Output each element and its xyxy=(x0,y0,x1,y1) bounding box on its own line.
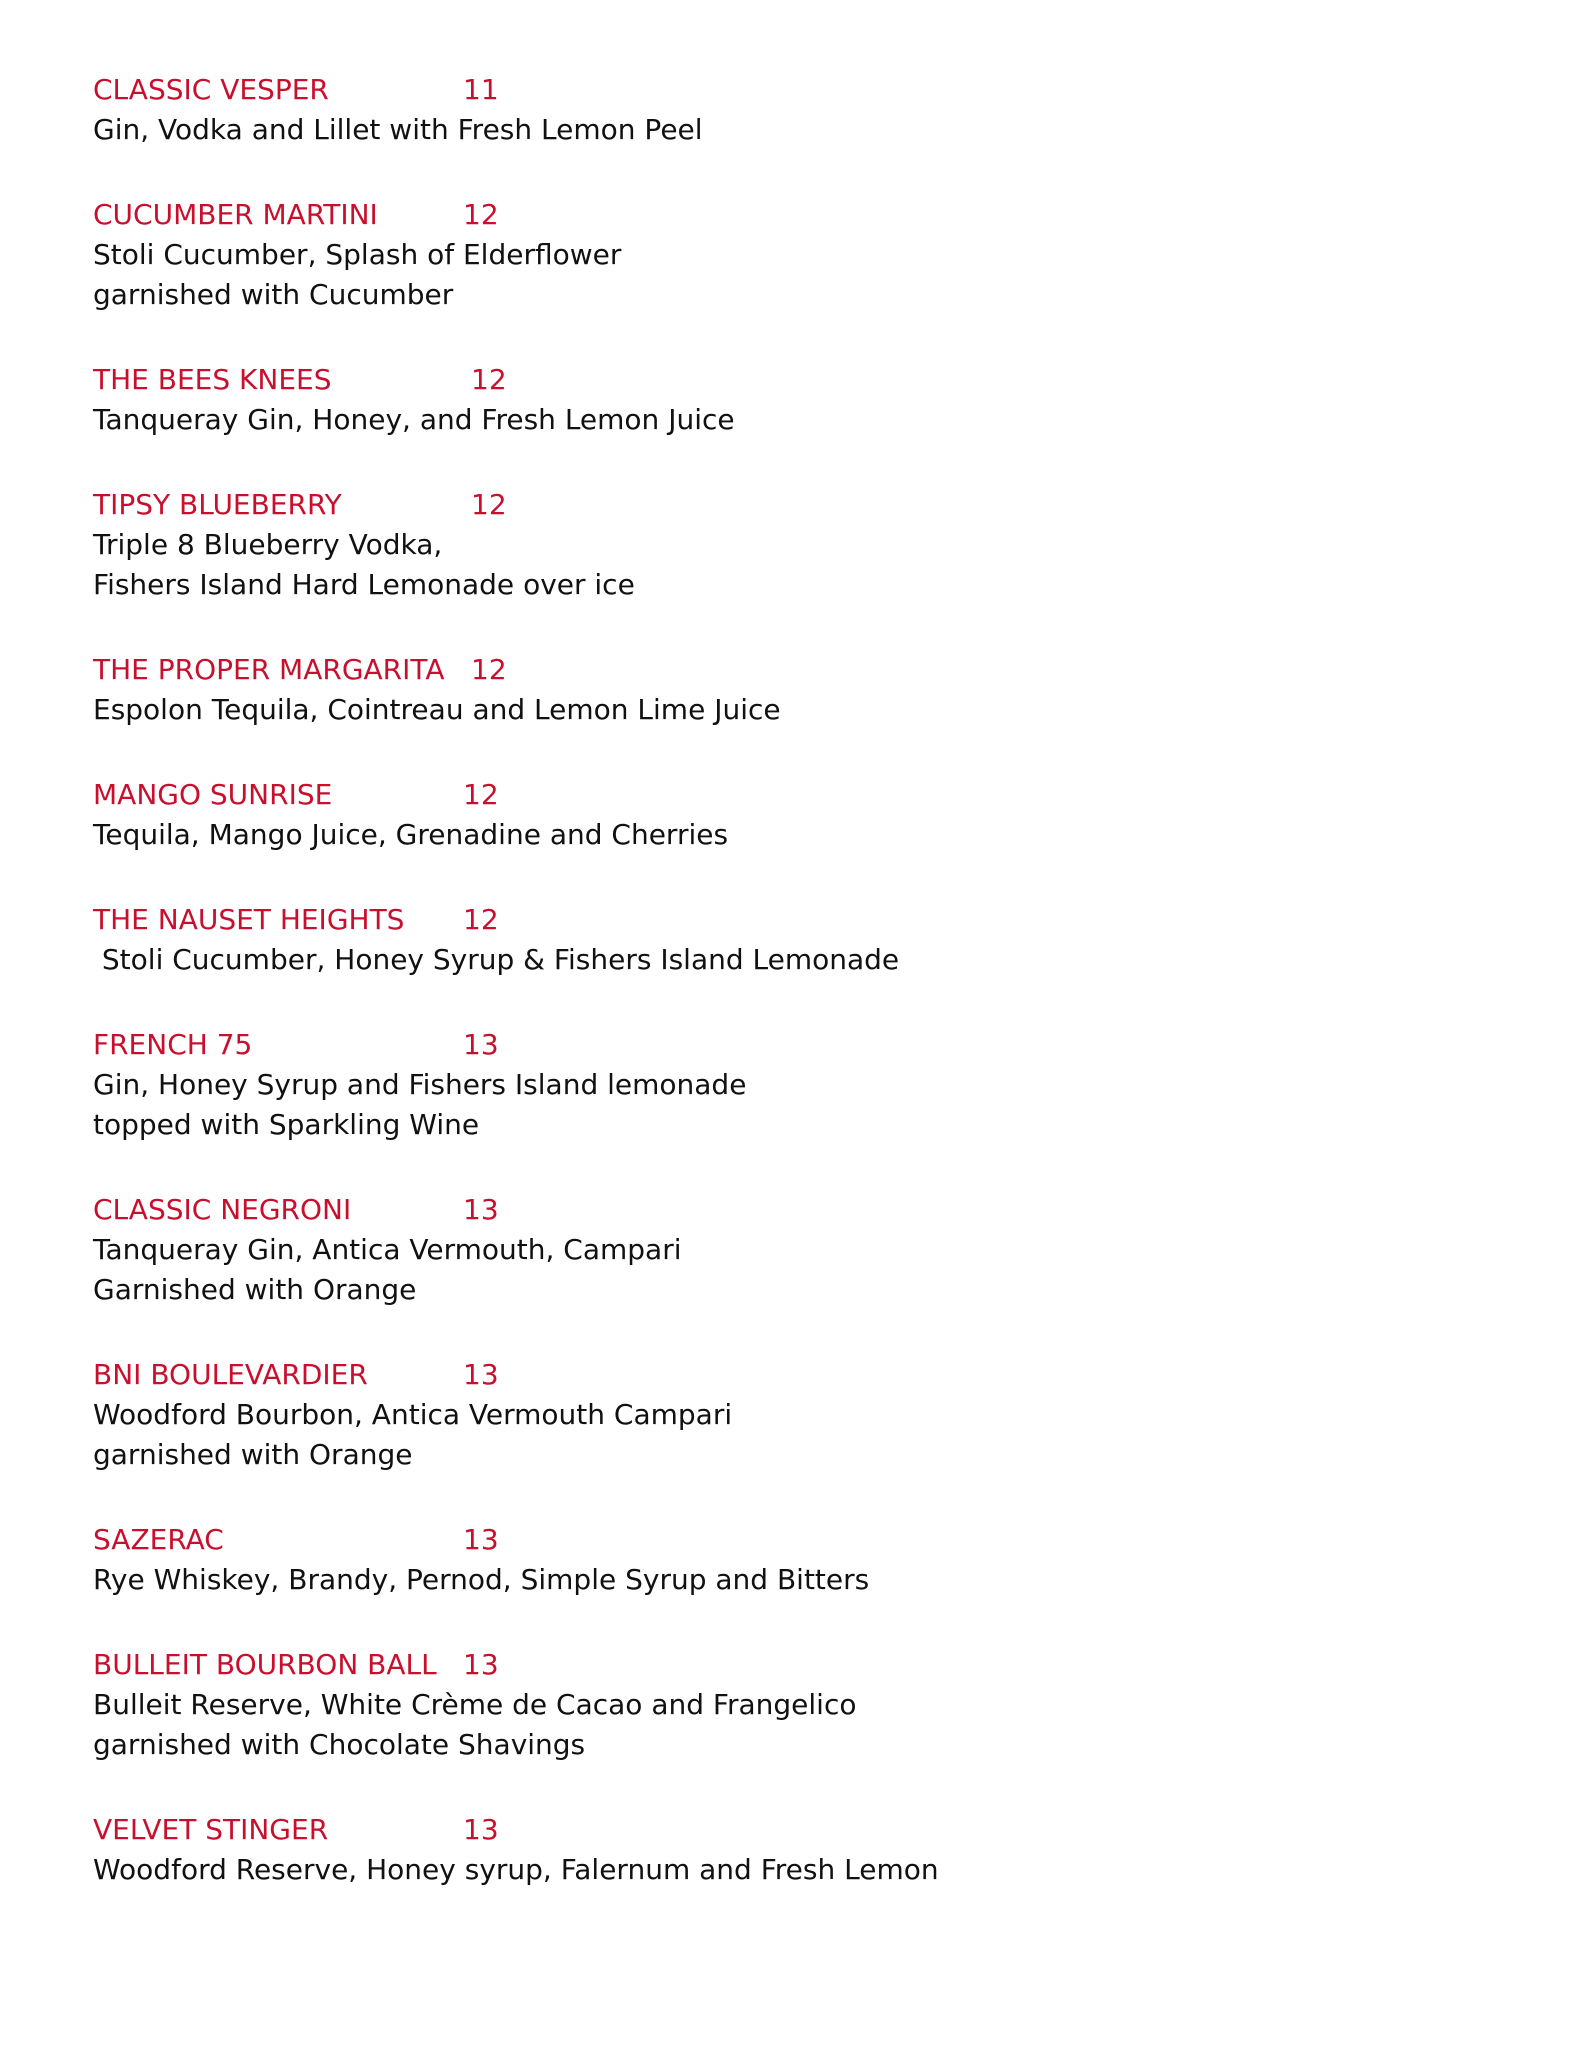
menu-item-header xyxy=(93,775,1493,815)
item-price: 12 xyxy=(471,363,507,396)
menu-item-french-75 xyxy=(93,1025,1493,1145)
item-name: CLASSIC VESPER xyxy=(93,73,329,106)
menu-item-header xyxy=(93,360,1493,400)
item-description-line: topped with Sparkling Wine xyxy=(93,1108,480,1141)
item-name: THE PROPER MARGARITA xyxy=(93,653,445,686)
menu-item-header xyxy=(93,485,1493,525)
item-description-line: Stoli Cucumber, Splash of Elderflower xyxy=(93,238,622,271)
item-price: 13 xyxy=(463,1358,499,1391)
item-name: THE NAUSET HEIGHTS xyxy=(93,903,405,936)
item-description-line: Tequila, Mango Juice, Grenadine and Cherries xyxy=(93,818,729,851)
item-name: MANGO SUNRISE xyxy=(93,778,333,811)
item-description-line: Tanqueray Gin, Antica Vermouth, Campari xyxy=(93,1233,682,1266)
menu-item-bni-boulevardier xyxy=(93,1355,1493,1475)
cocktail-menu xyxy=(93,70,1493,1935)
menu-item-the-bees-knees xyxy=(93,360,1493,440)
menu-item-header xyxy=(93,1520,1493,1560)
menu-item-mango-sunrise xyxy=(93,775,1493,855)
item-price: 12 xyxy=(471,488,507,521)
item-name: THE BEES KNEES xyxy=(93,363,332,396)
item-price: 13 xyxy=(463,1648,499,1681)
menu-item-the-nauset-heights xyxy=(93,900,1493,980)
item-description-line: Triple 8 Blueberry Vodka, xyxy=(93,528,443,561)
menu-item-header xyxy=(93,1190,1493,1230)
item-name: BULLEIT BOURBON BALL xyxy=(93,1648,437,1681)
item-description-line: Espolon Tequila, Cointreau and Lemon Lime Juice xyxy=(93,693,781,726)
item-description-line: Stoli Cucumber, Honey Syrup & Fishers Island Lemonade xyxy=(93,943,900,976)
item-name: TIPSY BLUEBERRY xyxy=(93,488,342,521)
item-price: 13 xyxy=(463,1523,499,1556)
item-description-line: Bulleit Reserve, White Crème de Cacao and Frangelico xyxy=(93,1688,857,1721)
menu-item-header xyxy=(93,195,1493,235)
menu-item-header xyxy=(93,1645,1493,1685)
item-price: 13 xyxy=(463,1193,499,1226)
menu-item-header xyxy=(93,650,1493,690)
item-name: SAZERAC xyxy=(93,1523,224,1556)
item-description-line: Gin, Vodka and Lillet with Fresh Lemon Peel xyxy=(93,113,703,146)
menu-item-header xyxy=(93,1025,1493,1065)
item-price: 13 xyxy=(463,1028,499,1061)
menu-item-velvet-stinger xyxy=(93,1810,1493,1890)
item-name: CUCUMBER MARTINI xyxy=(93,198,378,231)
item-description-line: Tanqueray Gin, Honey, and Fresh Lemon Juice xyxy=(93,403,735,436)
item-description-line: Fishers Island Hard Lemonade over ice xyxy=(93,568,635,601)
item-description-line: Gin, Honey Syrup and Fishers Island lemonade xyxy=(93,1068,747,1101)
item-price: 12 xyxy=(463,903,499,936)
menu-item-classic-negroni xyxy=(93,1190,1493,1310)
item-description-line: garnished with Chocolate Shavings xyxy=(93,1728,586,1761)
item-description-line: garnished with Cucumber xyxy=(93,278,454,311)
menu-item-header xyxy=(93,70,1493,110)
item-description-line: Woodford Bourbon, Antica Vermouth Campari xyxy=(93,1398,733,1431)
item-name: FRENCH 75 xyxy=(93,1028,253,1061)
item-price: 12 xyxy=(471,653,507,686)
item-name: VELVET STINGER xyxy=(93,1813,329,1846)
item-price: 12 xyxy=(463,778,499,811)
item-description-line: Rye Whiskey, Brandy, Pernod, Simple Syrup and Bitters xyxy=(93,1563,870,1596)
menu-item-bulleit-bourbon-ball xyxy=(93,1645,1493,1765)
menu-item-tipsy-blueberry xyxy=(93,485,1493,605)
menu-item-the-proper-margarita xyxy=(93,650,1493,730)
item-name: BNI BOULEVARDIER xyxy=(93,1358,368,1391)
item-price: 11 xyxy=(463,73,499,106)
item-description-line: Woodford Reserve, Honey syrup, Falernum and Fresh Lemon xyxy=(93,1853,939,1886)
item-price: 12 xyxy=(463,198,499,231)
item-price: 13 xyxy=(463,1813,499,1846)
menu-item-sazerac xyxy=(93,1520,1493,1600)
item-name: CLASSIC NEGRONI xyxy=(93,1193,352,1226)
item-description-line: Garnished with Orange xyxy=(93,1273,417,1306)
menu-item-header xyxy=(93,1810,1493,1850)
menu-item-classic-vesper xyxy=(93,70,1493,150)
menu-item-header xyxy=(93,900,1493,940)
item-description-line: garnished with Orange xyxy=(93,1438,413,1471)
menu-item-cucumber-martini xyxy=(93,195,1493,315)
menu-item-header xyxy=(93,1355,1493,1395)
